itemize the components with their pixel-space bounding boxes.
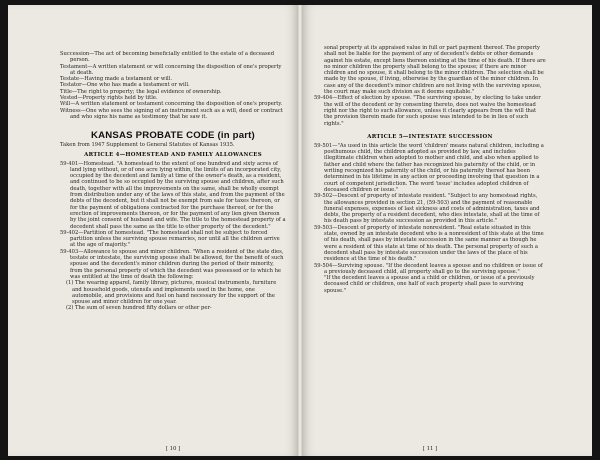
definitions-list	[60, 51, 286, 120]
statute-subitem: (1) The wearing apparel, family library, pictures, musical instruments, furniture and household goods, utensils and implements used in the home, one automobile, and provisions and fuel on hand necessary for the support of the spouse and minor children for one year.	[66, 280, 277, 306]
definition-item: Witness—One who sees the signing of an instrument such as a will, deed or contract and who signs his name as testimony that he saw it.	[60, 107, 283, 120]
statute-paragraph: 59-502—Descent of property of intestate resident. "Subject to any homestead rights, the allowances provided in section 21, (59-503) and the payment of reasonable funeral expenses, expenses of last sickness and costs of administration, taxes and debts, the property of a resident decedent, who dies intestate, shall at the time of his death pass by intestate succession as provided in this article."	[314, 193, 540, 225]
right-page	[300, 5, 592, 456]
statute-paragraph: 59-401—Homestead. "A homestead to the extent of one hundred and sixty acres of land lying without, or of one acre lying within, the limits of an incorporated city, occupied by the decedent and family at time of the owner's death, as a resident, and continued to be so occupied by the surviving spouse and children, after such death, together with all the improvements on the same, shall be wholly exempt from distribution under any of the laws of this state, and from the payment of the debts of the decedent, but it shall not be exempt from sale for taxes thereon, or for the payment of obligations contracted for the purchase thereof, or for the erection of improvements thereon, or for the payment of any lien given thereon by the joint consent of husband and wife. The title to the homestead property of a decedent shall pass the same as the title to other property of the decedent."	[60, 160, 286, 230]
section-title: KANSAS PROBATE CODE (in part)	[91, 130, 255, 142]
definition-item: Vested—Property rights held by title.	[60, 95, 158, 102]
statute-subitem: (2) The sum of seven hundred fifty dollars or other per-	[66, 305, 212, 312]
left-page	[8, 5, 300, 456]
statute-paragraph: "If the decedent leaves a spouse and a child or children, or issue of a previously deceased child or children, one half of such property shall pass to surviving spouse."	[324, 275, 535, 294]
statute-paragraph: 59-503—Descent of property of intestate nonresident. "Real estate situated in this state, owned by an intestate decedent who is a nonresident of this state at the time of his death, shall pass by intestate succession in the same manner as though he were a resident of this state at time of his death. The personal property of such a decedent shall pass by intestate succession under the laws of the place of his residence at the time of his death."	[314, 224, 544, 263]
definition-item: Succession—The act of becoming beneficially entitled to the estate of a deceased person.	[60, 51, 275, 64]
booklet-spread	[8, 5, 592, 456]
page-number: [ 11 ]	[422, 446, 438, 452]
statute-paragraph: 59-504—Surviving spouse. "If the decedent leaves a spouse and no children or issue of a previously deceased child, all property shall go to the surviving spouse."	[314, 262, 543, 275]
page-number: [ 10 ]	[165, 446, 181, 452]
definition-item: Testament—A written statement or will concerning the disposition of one's property at death.	[60, 63, 282, 76]
binding-gutter	[297, 5, 303, 456]
statute-paragraph: 59-403—Allowance to spouse and minor children. "When a resident of the state dies, testate or intestate, the surviving spouse shall be allowed, for the benefit of such spouse and the decedent's minor children during the period of their minority, from the personal property of which the decedent was possessed or to which he was entitled at the time of death the following:	[60, 248, 284, 280]
statute-paragraph: 59-501—"As used in this article the word 'children' means natural children, including a posthumous child, the children adopted as provided by law, and includes illegitimate children when adopted to mother and child, and also when applied to father and child where the father has recognized his paternity of the child, or in writing recognized his paternity of the child, or his paternity thereof has been determined in his lifetime in any action or proceeding involving that question in a court of competent jurisdiction. The word 'issue' includes adopted children of deceased children or issue."	[314, 142, 544, 193]
definition-item: Will—A written statement or testament concerning the disposition of one's property.	[60, 101, 283, 108]
article-heading: ARTICLE 5—INTESTATE SUCCESSION	[367, 133, 493, 140]
definition-item: Testator—One who has made a testament or will.	[60, 82, 190, 89]
definition-item: Testate—Having made a testament or will.	[60, 76, 172, 83]
statute-paragraph: 59-404—Effect of election by spouse. "The surviving spouse, by electing to take under the will of the decedent or by consenting thereto, does not waive the homestead right nor the right to such allowance, unless it clearly appears from the will that the provision therein made for such spouse was intended to be in lieu of such rights."	[314, 95, 541, 127]
statute-paragraph: 59-402—Partition of homestead. "The homestead shall not be subject to forced partition unless the surviving spouse remarries, nor until all the children arrive at the age of majority."	[60, 229, 280, 249]
definition-item: Title—The right to property; the legal evidence of ownership.	[60, 88, 222, 95]
continued-paragraph: sonal property at its appraised value in full or part payment thereof. The property shall not be liable for the payment of any of decedent's debts or other demands against his estate, except liens thereon existing at the time of his death. If there are no minor children the property shall belong to the spouse; if there are minor children and no spouse, it shall belong to the minor children. The selection shall be made by the spouse, if living, otherwise by the guardian of the minor children. In case any of the decedent's minor children are not living with the surviving spouse, the court may make such division as it deems equitable."	[324, 45, 546, 96]
article-heading: ARTICLE 4—HOMESTEAD AND FAMILY ALLOWANCES	[84, 151, 262, 158]
section-subtitle: Taken from 1947 Supplement to General Statutes of Kansas 1935.	[60, 142, 235, 149]
